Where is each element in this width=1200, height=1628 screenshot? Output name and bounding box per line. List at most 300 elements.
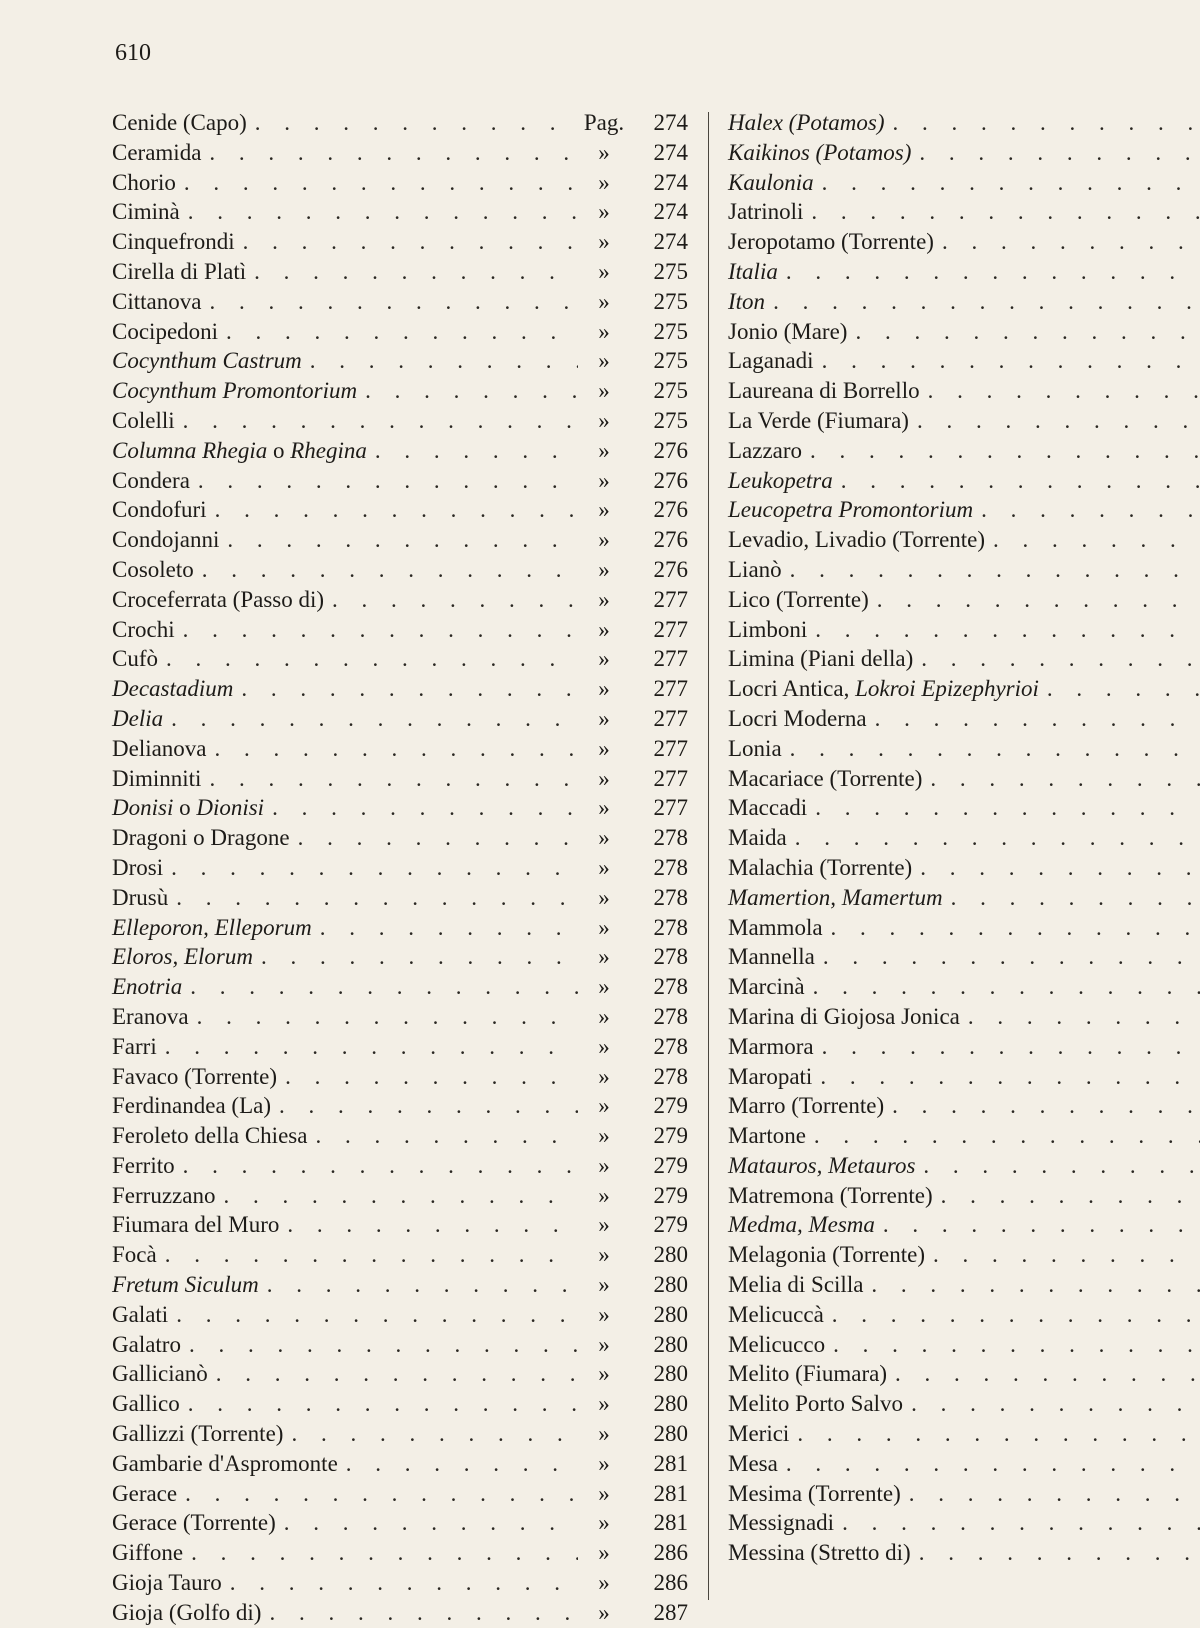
page-prefix: » — [578, 1538, 630, 1568]
page-prefix: » — [578, 1032, 630, 1062]
entry-term — [718, 525, 985, 555]
index-entry — [718, 138, 1200, 168]
entry-term-part: Cenide (Capo) — [112, 110, 247, 135]
page-prefix: » — [578, 257, 630, 287]
page-number: 610 — [115, 40, 151, 67]
index-entry — [100, 287, 690, 317]
entry-term — [718, 227, 934, 257]
entry-term-part: Leucopetra Promontorium — [728, 497, 973, 522]
entry-term-part: Ferrito — [112, 1153, 175, 1178]
entry-term — [718, 1270, 863, 1300]
page-prefix: » — [578, 1210, 630, 1240]
dot-leader — [920, 376, 1200, 406]
entry-term — [100, 287, 201, 317]
column-divider — [708, 112, 709, 1600]
entry-term — [100, 1359, 208, 1389]
entry-term — [718, 1121, 806, 1151]
entry-term-part: Cosoleto — [112, 557, 194, 582]
entry-term — [100, 942, 253, 972]
dot-leader — [867, 704, 1200, 734]
entry-term-part: Melito Porto Salvo — [728, 1391, 903, 1416]
index-entry — [718, 1091, 1200, 1121]
dot-leader — [158, 644, 578, 674]
index-entry — [100, 615, 690, 645]
index-entry — [718, 674, 1200, 704]
page-ref: 278 — [630, 823, 690, 853]
entry-term-part: Chorio — [112, 170, 176, 195]
entry-term-part: Marcinà — [728, 974, 805, 999]
entry-term-part: Mannella — [728, 944, 815, 969]
entry-term-part: Favaco (Torrente) — [112, 1064, 277, 1089]
entry-term — [100, 1538, 183, 1568]
index-entry — [718, 615, 1200, 645]
dot-leader — [825, 1330, 1200, 1360]
entry-term-part: Melicuccà — [728, 1302, 824, 1327]
index-entry — [718, 913, 1200, 943]
entry-term-part: Gallico — [112, 1391, 180, 1416]
page-prefix: » — [578, 1151, 630, 1181]
index-entry — [100, 1359, 690, 1389]
page-prefix: » — [578, 1181, 630, 1211]
entry-term-part: Elleporon, Elleporum — [112, 915, 312, 940]
entry-term-part: Jatrinoli — [728, 199, 803, 224]
entry-term-part: Cufò — [112, 646, 158, 671]
entry-term-part: Limina (Piani della) — [728, 646, 913, 671]
page-ref: 278 — [630, 1002, 690, 1032]
entry-term — [100, 257, 246, 287]
page-ref: 275 — [630, 346, 690, 376]
dot-leader — [973, 495, 1200, 525]
page-prefix: » — [578, 704, 630, 734]
entry-term — [718, 1419, 789, 1449]
entry-term-part: Dionisi — [196, 795, 264, 820]
entry-term-part: Colelli — [112, 408, 175, 433]
entry-term — [100, 793, 264, 823]
entry-term-part: Ferdinandea (La) — [112, 1093, 271, 1118]
dot-leader — [911, 1538, 1200, 1568]
entry-term — [718, 466, 833, 496]
entry-term — [718, 317, 847, 347]
page-ref: 277 — [630, 585, 690, 615]
index-entry — [718, 168, 1200, 198]
entry-term-part: Merici — [728, 1421, 789, 1446]
entry-term — [100, 1091, 271, 1121]
entry-term-part: Cittanova — [112, 289, 201, 314]
entry-term-part: Maropati — [728, 1064, 812, 1089]
index-entry — [718, 823, 1200, 853]
entry-term-part: Mamertion, Mamertum — [728, 885, 943, 910]
entry-term-part: Locri Antica, — [728, 676, 855, 701]
dot-leader — [259, 1270, 578, 1300]
entry-term — [718, 1181, 933, 1211]
entry-term — [100, 108, 247, 138]
index-entry — [100, 913, 690, 943]
dot-leader — [778, 257, 1200, 287]
index-entry — [100, 1181, 690, 1211]
dot-leader — [814, 346, 1200, 376]
index-entry — [100, 853, 690, 883]
dot-leader — [834, 1508, 1200, 1538]
entry-term — [100, 436, 367, 466]
entry-term — [100, 1508, 276, 1538]
page-prefix: » — [578, 1002, 630, 1032]
dot-leader — [182, 972, 578, 1002]
entry-term — [100, 585, 324, 615]
entry-term-part: Fretum Siculum — [112, 1272, 259, 1297]
entry-term — [100, 1568, 222, 1598]
index-entry — [100, 168, 690, 198]
page-prefix: » — [578, 436, 630, 466]
page-ref: 276 — [630, 495, 690, 525]
index-entry — [718, 644, 1200, 674]
dot-leader — [307, 1121, 578, 1151]
page-ref: 277 — [630, 674, 690, 704]
entry-term — [718, 1062, 812, 1092]
entry-term — [718, 1091, 884, 1121]
page-ref: 277 — [630, 764, 690, 794]
entry-term-part: Lico (Torrente) — [728, 587, 869, 612]
page-prefix: » — [578, 1479, 630, 1509]
page-ref: 275 — [630, 376, 690, 406]
entry-term-part: Cinquefrondi — [112, 229, 235, 254]
entry-term-part: Drusù — [112, 885, 168, 910]
page-prefix: » — [578, 1449, 630, 1479]
dot-leader — [157, 1240, 578, 1270]
entry-term — [718, 1002, 960, 1032]
index-entry — [718, 1359, 1200, 1389]
entry-term-part: Malachia (Torrente) — [728, 855, 912, 880]
dot-leader — [884, 1091, 1200, 1121]
page-ref: 279 — [630, 1091, 690, 1121]
entry-term — [718, 555, 782, 585]
entry-term-part: Matremona (Torrente) — [728, 1183, 933, 1208]
dot-leader — [823, 913, 1200, 943]
entry-term-part: Italia — [728, 259, 778, 284]
page-ref: 278 — [630, 913, 690, 943]
entry-term — [718, 436, 802, 466]
index-entry — [100, 555, 690, 585]
index-entry — [718, 942, 1200, 972]
index-entry — [718, 1389, 1200, 1419]
entry-term-part: Locri Moderna — [728, 706, 867, 731]
dot-leader — [338, 1449, 578, 1479]
entry-term-part: Gerace (Torrente) — [112, 1510, 276, 1535]
entry-term-part: Gallicianò — [112, 1361, 208, 1386]
entry-term — [718, 1300, 824, 1330]
entry-term — [100, 1449, 338, 1479]
index-entry — [100, 1479, 690, 1509]
page-prefix: » — [578, 376, 630, 406]
dot-leader — [815, 942, 1200, 972]
dot-leader — [302, 346, 578, 376]
dot-leader — [847, 317, 1200, 347]
page-ref: 286 — [630, 1538, 690, 1568]
page-ref: 280 — [630, 1330, 690, 1360]
entry-term — [718, 883, 943, 913]
entry-term-part: Marmora — [728, 1034, 814, 1059]
page-prefix: » — [578, 1300, 630, 1330]
page-prefix: » — [578, 764, 630, 794]
index-entry — [718, 525, 1200, 555]
entry-term — [718, 793, 807, 823]
page-ref: 277 — [630, 615, 690, 645]
entry-term-part: Gambarie d'Aspromonte — [112, 1451, 338, 1476]
dot-leader — [290, 823, 578, 853]
index-entry — [100, 1032, 690, 1062]
index-entry — [718, 1181, 1200, 1211]
page-prefix: » — [578, 168, 630, 198]
page-ref: 280 — [630, 1270, 690, 1300]
page-ref: 274 — [630, 108, 690, 138]
entry-term-part: Feroleto della Chiesa — [112, 1123, 307, 1148]
entry-term-part: Gallizzi (Torrente) — [112, 1421, 283, 1446]
index-entry — [718, 317, 1200, 347]
page-ref: 277 — [630, 704, 690, 734]
entry-term — [718, 823, 787, 853]
index-entry — [718, 466, 1200, 496]
index-entry — [100, 734, 690, 764]
entry-term-part: Galati — [112, 1302, 168, 1327]
entry-term — [718, 1359, 887, 1389]
entry-term — [100, 734, 207, 764]
dot-leader — [765, 287, 1200, 317]
entry-term-part: Cocynthum Castrum — [112, 348, 302, 373]
entry-term — [718, 1508, 834, 1538]
dot-leader — [271, 1091, 578, 1121]
dot-leader — [175, 1151, 578, 1181]
dot-leader — [261, 1598, 578, 1628]
entry-term — [100, 1121, 307, 1151]
index-entry — [100, 376, 690, 406]
page-ref: 277 — [630, 734, 690, 764]
index-left-column — [100, 108, 690, 1628]
entry-term — [100, 1032, 157, 1062]
index-entry — [100, 257, 690, 287]
entry-term-part: Mammola — [728, 915, 823, 940]
entry-term-part: Leukopetra — [728, 468, 833, 493]
index-entry — [718, 1002, 1200, 1032]
dot-leader — [177, 1479, 578, 1509]
index-entry — [100, 764, 690, 794]
page-ref: 275 — [630, 406, 690, 436]
index-entry — [100, 138, 690, 168]
index-entry — [718, 1151, 1200, 1181]
entry-term — [718, 168, 814, 198]
dot-leader — [201, 287, 578, 317]
entry-term — [100, 376, 357, 406]
entry-term-part: Mesa — [728, 1451, 778, 1476]
dot-leader — [869, 585, 1200, 615]
page-prefix: » — [578, 466, 630, 496]
entry-term — [100, 555, 194, 585]
page-prefix: » — [578, 197, 630, 227]
index-entry — [100, 1568, 690, 1598]
index-entry — [100, 1419, 690, 1449]
dot-leader — [279, 1210, 578, 1240]
dot-leader — [901, 1479, 1200, 1509]
dot-leader — [925, 1240, 1200, 1270]
page-ref: 280 — [630, 1419, 690, 1449]
entry-term-part: Macariace (Torrente) — [728, 766, 922, 791]
entry-term-part: Lianò — [728, 557, 782, 582]
entry-term-part: Jeropotamo (Torrente) — [728, 229, 934, 254]
page-ref: 281 — [630, 1479, 690, 1509]
page-prefix: » — [578, 525, 630, 555]
index-entry — [100, 823, 690, 853]
index-entry — [718, 406, 1200, 436]
dot-leader — [833, 466, 1200, 496]
page-ref: 277 — [630, 644, 690, 674]
dot-leader — [803, 197, 1200, 227]
index-entry — [100, 197, 690, 227]
entry-term-part: Martone — [728, 1123, 806, 1148]
entry-term — [100, 1002, 189, 1032]
dot-leader — [787, 823, 1200, 853]
index-right-column — [718, 108, 1200, 1568]
entry-term-part: Maida — [728, 825, 787, 850]
dot-leader — [190, 466, 578, 496]
entry-term-part: Iton — [728, 289, 765, 314]
dot-leader — [814, 168, 1200, 198]
dot-leader — [887, 1359, 1200, 1389]
entry-term — [100, 197, 180, 227]
entry-term-part: Rhegina — [290, 438, 367, 463]
entry-term-part: Diminniti — [112, 766, 201, 791]
dot-leader — [175, 406, 578, 436]
entry-term-part: Lazzaro — [728, 438, 802, 463]
dot-leader — [875, 1210, 1200, 1240]
entry-term — [718, 197, 803, 227]
page-ref: 287 — [630, 1598, 690, 1628]
entry-term-part: o — [267, 438, 290, 463]
index-entry — [718, 1121, 1200, 1151]
dot-leader — [201, 138, 578, 168]
page-prefix: » — [578, 793, 630, 823]
page-ref: 281 — [630, 1449, 690, 1479]
entry-term-part: Crochi — [112, 617, 175, 642]
page-prefix: » — [578, 1568, 630, 1598]
index-entry — [718, 227, 1200, 257]
dot-leader — [943, 883, 1200, 913]
entry-term-part: Levadio, Livadio (Torrente) — [728, 527, 985, 552]
entry-term — [100, 1389, 180, 1419]
entry-term-part: Columna Rhegia — [112, 438, 267, 463]
page-prefix: » — [578, 1240, 630, 1270]
entry-term — [718, 674, 1039, 704]
index-entry — [718, 1270, 1200, 1300]
index-entry — [100, 972, 690, 1002]
dot-leader — [180, 197, 578, 227]
entry-term-part: Maccadi — [728, 795, 807, 820]
page-prefix: » — [578, 495, 630, 525]
entry-term — [100, 615, 175, 645]
dot-leader — [913, 644, 1200, 674]
entry-term-part: Gerace — [112, 1481, 177, 1506]
dot-leader — [201, 764, 578, 794]
index-entry — [718, 1210, 1200, 1240]
dot-leader — [253, 942, 578, 972]
index-entry — [100, 585, 690, 615]
page-ref: 276 — [630, 436, 690, 466]
dot-leader — [814, 1032, 1200, 1062]
index-entry — [100, 942, 690, 972]
index-entry — [100, 466, 690, 496]
entry-term-part: Limboni — [728, 617, 807, 642]
dot-leader — [283, 1419, 578, 1449]
entry-term-part: Drosi — [112, 855, 163, 880]
page-ref: 278 — [630, 942, 690, 972]
page-prefix: » — [578, 585, 630, 615]
entry-term — [100, 1240, 157, 1270]
dot-leader — [324, 585, 578, 615]
index-entry — [100, 1240, 690, 1270]
entry-term — [718, 615, 807, 645]
entry-term — [100, 1598, 261, 1628]
entry-term-part: Marro (Torrente) — [728, 1093, 884, 1118]
entry-term-part: Dragoni o Dragone — [112, 825, 290, 850]
dot-leader — [163, 704, 578, 734]
index-entry — [100, 227, 690, 257]
entry-term — [100, 644, 158, 674]
dot-leader — [782, 555, 1200, 585]
page-ref: 275 — [630, 317, 690, 347]
entry-term — [718, 734, 782, 764]
index-entry — [718, 585, 1200, 615]
page-prefix: » — [578, 823, 630, 853]
entry-term — [100, 1300, 168, 1330]
dot-leader — [782, 734, 1200, 764]
page-prefix: » — [578, 615, 630, 645]
dot-leader — [219, 525, 578, 555]
page-ref: 280 — [630, 1300, 690, 1330]
index-entry — [100, 883, 690, 913]
entry-term-part: Halex (Potamos) — [728, 110, 885, 135]
index-entry — [718, 1330, 1200, 1360]
entry-term — [718, 1479, 901, 1509]
index-entry — [100, 1538, 690, 1568]
entry-term — [718, 1538, 911, 1568]
entry-term-part: Gioja Tauro — [112, 1570, 222, 1595]
index-entry — [718, 197, 1200, 227]
entry-term — [100, 1210, 279, 1240]
page-ref: 278 — [630, 853, 690, 883]
index-entry — [718, 376, 1200, 406]
entry-term — [718, 108, 885, 138]
index-entry — [100, 1121, 690, 1151]
entry-term — [100, 227, 235, 257]
page-ref: 279 — [630, 1121, 690, 1151]
entry-term — [100, 1479, 177, 1509]
dot-leader — [180, 1389, 578, 1419]
entry-term — [100, 346, 302, 376]
entry-term — [100, 853, 163, 883]
page-prefix: » — [578, 1508, 630, 1538]
index-entry — [718, 108, 1200, 138]
page-prefix: » — [578, 1330, 630, 1360]
page-prefix: » — [578, 734, 630, 764]
dot-leader — [934, 227, 1200, 257]
page-ref: 278 — [630, 1032, 690, 1062]
entry-term-part: Matauros, Metauros — [728, 1153, 915, 1178]
dot-leader — [194, 555, 578, 585]
page-ref: 280 — [630, 1359, 690, 1389]
entry-term-part: Enotria — [112, 974, 182, 999]
entry-term — [718, 1210, 875, 1240]
index-entry — [718, 1300, 1200, 1330]
index-entry — [100, 793, 690, 823]
page-ref: 281 — [630, 1508, 690, 1538]
page-ref: 278 — [630, 883, 690, 913]
